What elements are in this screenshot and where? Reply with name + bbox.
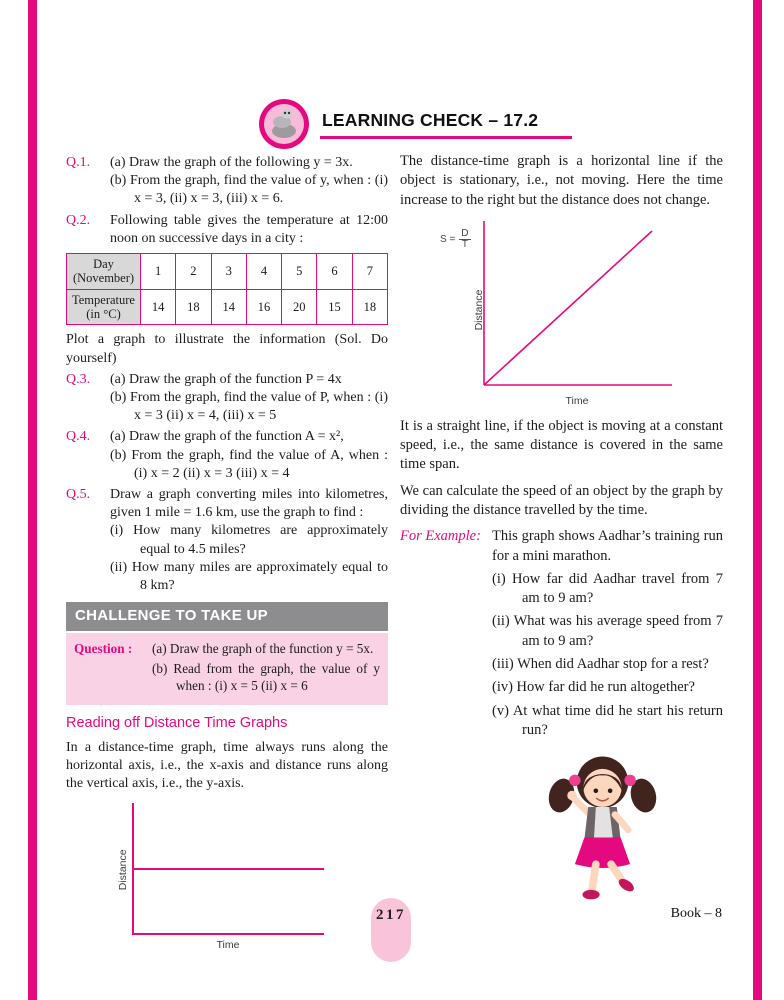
day-cell: 7 (352, 253, 387, 289)
y-axis-label: Distance (473, 289, 486, 331)
reading-paragraph: In a distance-time graph, time always runs along the horizontal axis, i.e., the x-axis and distance runs along the vertical axis, i.e., the y-axis. (66, 739, 388, 792)
table-header-line: Temperature (72, 292, 135, 307)
question-body (110, 154, 388, 209)
graph-lines (400, 217, 680, 397)
day-cell: 2 (176, 253, 211, 289)
stationary-line (134, 868, 324, 870)
question-body (110, 371, 388, 426)
temp-cell: 18 (352, 289, 387, 325)
plot-instruction: Plot a graph to illustrate the information (Sol. Do yourself) (66, 332, 388, 366)
challenge-question-label: Question : (74, 640, 133, 656)
question-body (110, 428, 388, 483)
question-q3 (66, 371, 388, 426)
for-example-block (400, 527, 723, 744)
right-column (400, 152, 723, 908)
example-intro: This graph shows Aadhar’s training run for a mini marathon. (492, 528, 723, 564)
temp-cell: 16 (246, 289, 281, 325)
left-column (66, 154, 388, 951)
day-cell: 3 (211, 253, 246, 289)
constant-speed-graph (400, 217, 723, 413)
temp-cell: 18 (176, 289, 211, 325)
day-cell: 1 (141, 253, 176, 289)
example-item: (i) How far did Aadhar travel from 7 am to 9 am? (492, 570, 723, 607)
learning-check-header (258, 98, 572, 150)
table-header-line: (November) (72, 271, 135, 286)
question-number: Q.2. (66, 212, 91, 228)
temp-cell: 14 (141, 289, 176, 325)
example-item: (iv) How far did he run altogether? (492, 679, 695, 696)
challenge-part: (b) Read from the graph, the value of y when : (i) x = 5 (ii) x = 6 (152, 660, 380, 693)
table-row-days (67, 253, 388, 289)
table-row-temps (67, 289, 388, 325)
section-title: LEARNING CHECK – 17.2 (322, 109, 539, 130)
table-header-day (67, 253, 141, 289)
day-cell: 5 (282, 253, 317, 289)
day-cell: 4 (246, 253, 281, 289)
question-number: Q.4. (66, 429, 91, 445)
x-axis-label: Time (216, 939, 240, 952)
temp-cell: 20 (282, 289, 317, 325)
x-axis-label: Time (565, 394, 589, 407)
challenge-box (66, 633, 388, 705)
example-item: (ii) What was his average speed from 7 am to 9 am? (492, 613, 723, 649)
question-number: Q.5. (66, 486, 91, 502)
question-part: (a) Draw the graph of the function A = x², (110, 429, 344, 445)
question-q4 (66, 428, 388, 483)
body-paragraph: It is a straight line, if the object is moving at a constant speed, i.e., the same distance is covered in the same time span. (400, 417, 723, 473)
formula-lhs: S = (440, 234, 456, 246)
graph-axes (132, 803, 324, 935)
temperature-table (66, 253, 388, 326)
table-header-line: Day (93, 256, 114, 271)
book-label: Book – 8 (670, 906, 722, 921)
question-number: Q.1. (66, 155, 91, 170)
running-girl-illustration (400, 746, 723, 908)
for-example-body (492, 527, 723, 744)
challenge-banner: CHALLENGE TO TAKE UP (66, 602, 388, 631)
question-text: Following table gives the temperature at 12:00 noon on successive days in a city : (110, 212, 388, 246)
blank-distance-time-graph (66, 801, 388, 951)
table-header-temperature (67, 289, 141, 325)
question-part: (b) From the graph, find the value of y, when : (i) x = 3, (ii) x = 3, (iii) x = 6. (110, 173, 388, 207)
title-underline (320, 110, 572, 139)
page-number-pill: 217 (371, 898, 411, 962)
question-q5 (66, 486, 388, 595)
question-subitem: (i) How many kilometres are approximately equal to 4.5 miles? (110, 523, 388, 557)
formula-numerator: D (461, 227, 469, 239)
question-body (110, 212, 388, 248)
question-number: Q.3. (66, 371, 91, 387)
question-part: (b) From the graph, find the value of A, when : (i) x = 2 (ii) x = 3 (iii) x = 4 (110, 447, 388, 481)
reading-section-heading: Reading off Distance Time Graphs (66, 715, 288, 732)
body-paragraph: We can calculate the speed of an object by the graph by dividing the distance travelled by the time. (400, 482, 723, 518)
y-axis-label: Distance (117, 849, 130, 891)
question-subitem: (ii) How many miles are approximately equal to 8 km? (110, 559, 388, 593)
challenge-question-body (152, 640, 380, 697)
temp-cell: 15 (317, 289, 352, 325)
formula-denominator: T (461, 239, 468, 251)
question-part: (a) Draw the graph of the following y = 3x. (110, 155, 353, 170)
example-item: (iii) When did Aadhar stop for a rest? (492, 655, 709, 672)
question-part: (b) From the graph, find the value of P, when : (i) x = 3 (ii) x = 4, (iii) x = 5 (110, 390, 388, 424)
for-example-label: For Example: (400, 528, 481, 545)
temp-cell: 14 (211, 289, 246, 325)
left-border-strip (28, 0, 37, 1000)
day-cell: 6 (317, 253, 352, 289)
example-item: (v) At what time did he start his return run? (492, 702, 723, 738)
question-body (110, 486, 388, 595)
challenge-part: (a) Draw the graph of the function y = 5x. (152, 640, 374, 656)
mascot-badge-icon (258, 98, 310, 150)
question-q1 (66, 154, 388, 209)
question-text: Draw a graph converting miles into kilometres, given 1 mile = 1.6 km, use the graph to find : (110, 486, 388, 521)
right-border-strip (753, 0, 762, 1000)
question-q2 (66, 212, 388, 248)
body-paragraph: The distance-time graph is a horizontal line if the object is stationary, i.e., not moving. Here the time increase to the right but the distance does not change. (400, 153, 723, 208)
question-part: (a) Draw the graph of the function P = 4x (110, 371, 342, 387)
table-header-line: (in °C) (86, 307, 121, 322)
